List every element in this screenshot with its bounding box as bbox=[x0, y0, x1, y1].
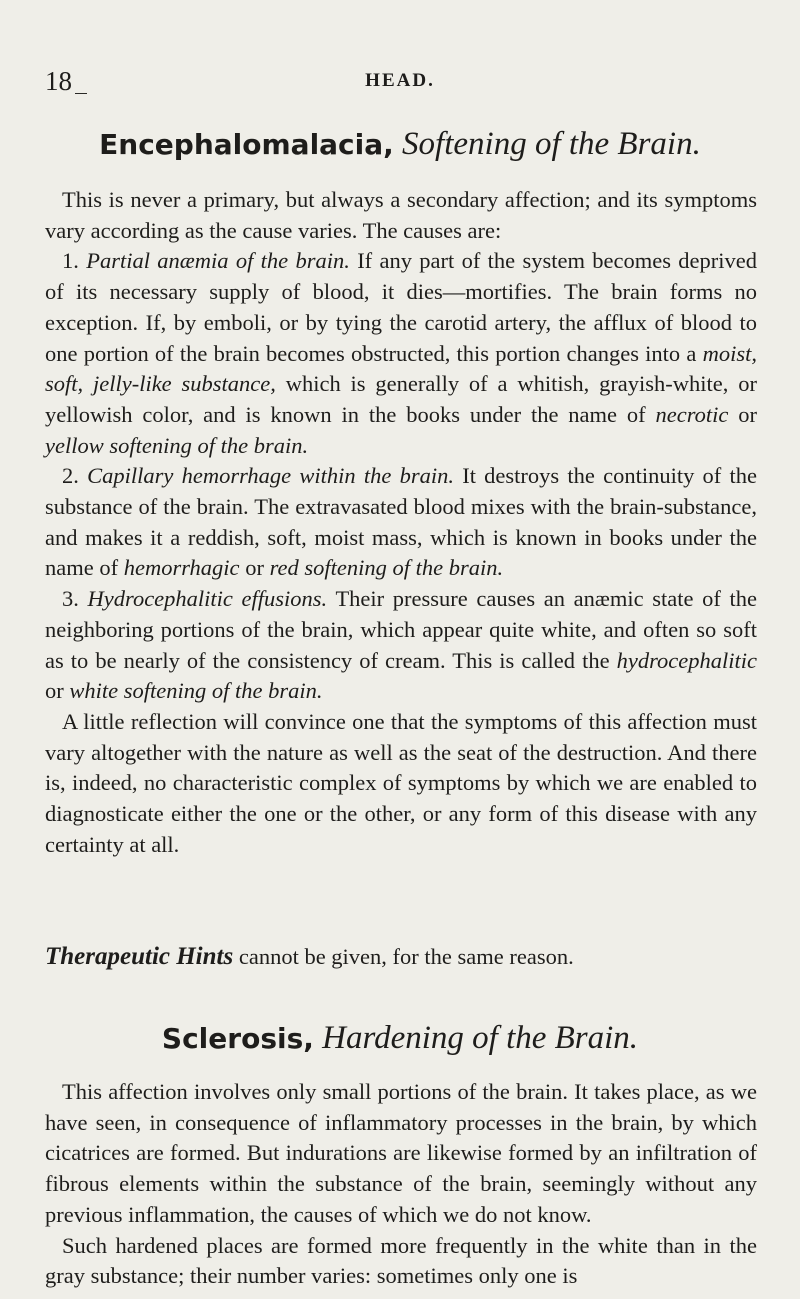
therapeutic-hints-line bbox=[45, 943, 765, 971]
heading-term: Encephalomalacia, bbox=[99, 128, 394, 161]
sclerosis-paragraph-1: This affection involves only small portions of the brain. It takes place, as we have seen, in consequence of inflammatory processes in the brain, by which cicatrices are formed. But indurations are likewise formed by an infiltration of fibrous elements within the substance of the brain, seemingly without any previous inflammation, the causes of which we do not know. bbox=[45, 1079, 757, 1227]
sclerosis-paragraph-2: Such hardened places are formed more frequently in the white than in the gray substance; their number varies: sometimes only one is bbox=[45, 1232, 757, 1289]
cause-3-emphasis-2: white softening of the brain. bbox=[69, 678, 323, 704]
cause-1-or: or bbox=[738, 401, 758, 427]
cause-1-paragraph bbox=[45, 246, 757, 461]
cause-2-text: It destroys the continuity of the substance of the brain. The extravasated blood mixes with the brain-substance, and makes it a reddish, soft, moist mass, which is known in books under the name of bbox=[45, 463, 758, 581]
cause-1-emphasis-2: necrotic bbox=[655, 401, 729, 427]
section-body-encephalomalacia bbox=[45, 185, 757, 860]
therapeutic-hints-lead: Therapeutic Hints bbox=[45, 943, 234, 970]
cause-2-emphasis-2: red softening of the brain. bbox=[269, 555, 504, 581]
cause-1-text-a: If any part of the system becomes deprived of its necessary supply of blood, it dies—mortifies. The brain forms no exception. If, by emboli, or by tying the carotid artery, the afflux of blood to one portion of the brain becomes obstructed, this portion changes into a bbox=[45, 248, 758, 366]
heading-subtitle: Hardening of the Brain. bbox=[322, 1020, 639, 1056]
therapeutic-hints-text: cannot be given, for the same reason. bbox=[238, 944, 574, 969]
cause-3-title: Hydrocephalitic effusions. bbox=[87, 586, 328, 612]
cause-2-paragraph bbox=[45, 461, 757, 584]
section-body-sclerosis bbox=[45, 1077, 757, 1292]
cause-3-or: or bbox=[45, 678, 64, 704]
cause-1-text-b: which is generally of a whitish, grayish-white, or yellowish color, and is known in the books under the name of bbox=[45, 371, 757, 427]
running-head bbox=[0, 66, 800, 100]
closing-paragraph: A little reflection will convince one that the symptoms of this affection must vary altogether with the nature as well as the seat of the destruction. And there is, indeed, no characteristic complex of symptoms by which we are enabled to diagnosticate either the one or the other, or any form of this disease with any certainty at all. bbox=[45, 708, 757, 857]
page-number: 18 bbox=[45, 66, 72, 96]
heading-subtitle: Softening of the Brain. bbox=[402, 126, 701, 162]
cause-3-number: 3. bbox=[62, 586, 79, 612]
cause-1-emphasis-3: yellow softening of the brain. bbox=[45, 432, 309, 458]
cause-1-emphasis-1: moist, soft, jelly-like substance, bbox=[45, 340, 758, 397]
cause-1-title: Partial anæmia of the brain. bbox=[86, 248, 350, 274]
cause-2-title: Capillary hemorrhage within the brain. bbox=[87, 463, 454, 489]
cause-1-number: 1. bbox=[62, 248, 79, 274]
cause-2-emphasis-1: hemorrhagic bbox=[123, 555, 240, 581]
running-title: HEAD. bbox=[365, 70, 435, 91]
cause-3-paragraph bbox=[45, 584, 757, 707]
heading-term: Sclerosis, bbox=[161, 1022, 314, 1055]
cause-2-number: 2. bbox=[62, 463, 79, 489]
cause-2-or: or bbox=[245, 555, 264, 581]
section-heading-encephalomalacia bbox=[0, 126, 800, 163]
cause-3-text: Their pressure causes an anæmic state of the neighboring portions of the brain, which appear quite white, and often so soft as to be nearly of the consistency of cream. This is called the bbox=[45, 586, 758, 673]
cause-3-emphasis-1: hydrocephalitic bbox=[616, 647, 757, 673]
section-heading-sclerosis bbox=[0, 1020, 800, 1057]
intro-paragraph: This is never a primary, but always a secondary affection; and its symptoms vary according as the cause varies. The causes are: bbox=[45, 187, 757, 243]
